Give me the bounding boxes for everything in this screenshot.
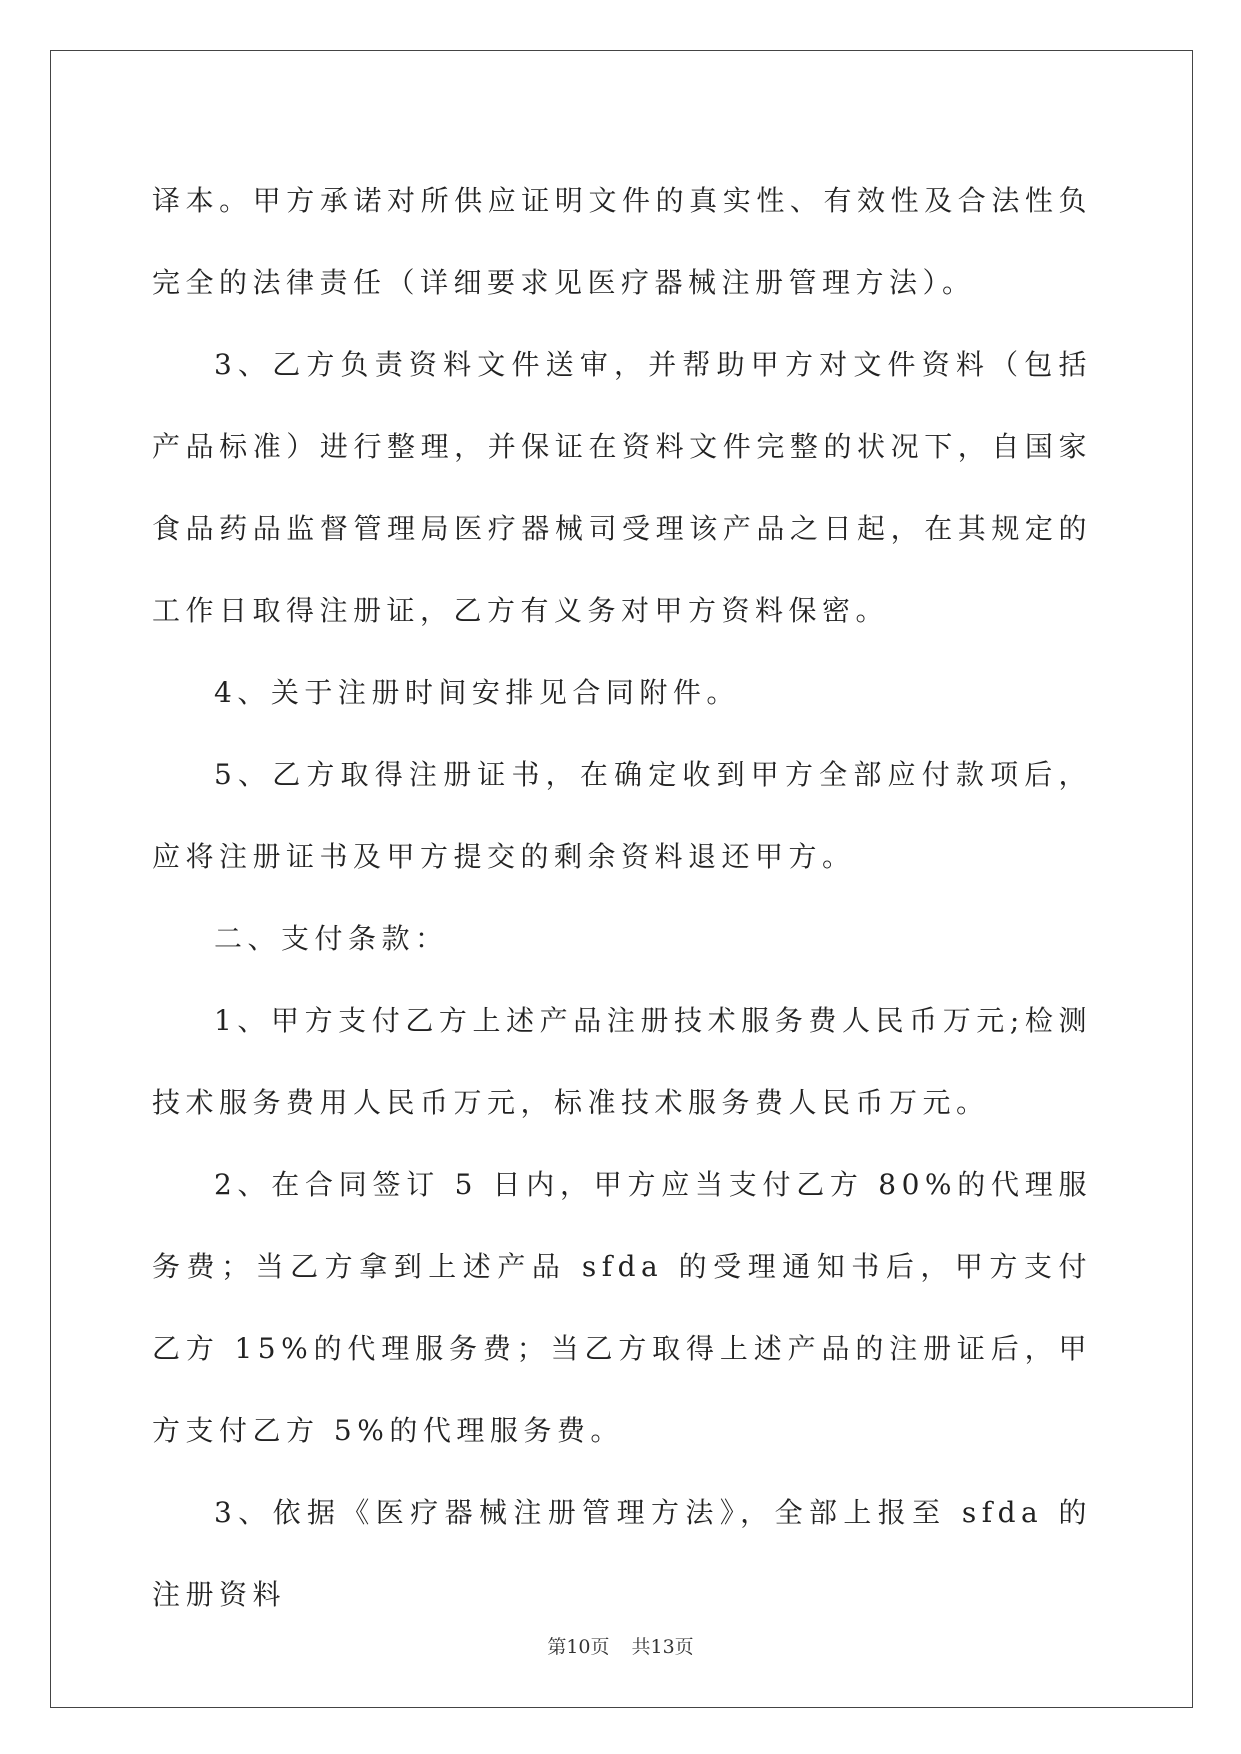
page-footer: [0, 1632, 1241, 1659]
section-heading-payment: 二、支付条款：: [214, 922, 449, 955]
page-number: 第10页: [547, 1636, 610, 1658]
paragraph-7: 3、依据《医疗器械注册管理方法》，全部上报至 sfda 的注册资料: [152, 1496, 1092, 1611]
paragraph-3: 4、关于注册时间安排见合同附件。: [214, 676, 740, 709]
paragraph-2: 3、乙方负责资料文件送审，并帮助甲方对文件资料（包括产品标准）进行整理，并保证在资料文件完整的状况下，自国家食品药品监督管理局医疗器械司受理该产品之日起，在其规定的工作日取得注册证，乙方有义务对甲方资料保密。: [152, 348, 1092, 627]
document-body: [152, 160, 1092, 1636]
paragraph-1: 译本。甲方承诺对所供应证明文件的真实性、有效性及合法性负完全的法律责任（详细要求见医疗器械注册管理方法）。: [152, 184, 1092, 299]
paragraph-5: 1、甲方支付乙方上述产品注册技术服务费人民币万元;检测技术服务费用人民币万元，标准技术服务费人民币万元。: [152, 1004, 1092, 1119]
paragraph-4: 5、乙方取得注册证书，在确定收到甲方全部应付款项后，应将注册证书及甲方提交的剩余资料退还甲方。: [152, 758, 1092, 873]
page-total: 共13页: [631, 1636, 694, 1658]
paragraph-6: 2、在合同签订 5 日内，甲方应当支付乙方 80%的代理服务费；当乙方拿到上述产品 sfda 的受理通知书后，甲方支付乙方 15%的代理服务费；当乙方取得上述产品的注册证后，甲方支付乙方 5%的代理服务费。: [152, 1168, 1092, 1447]
